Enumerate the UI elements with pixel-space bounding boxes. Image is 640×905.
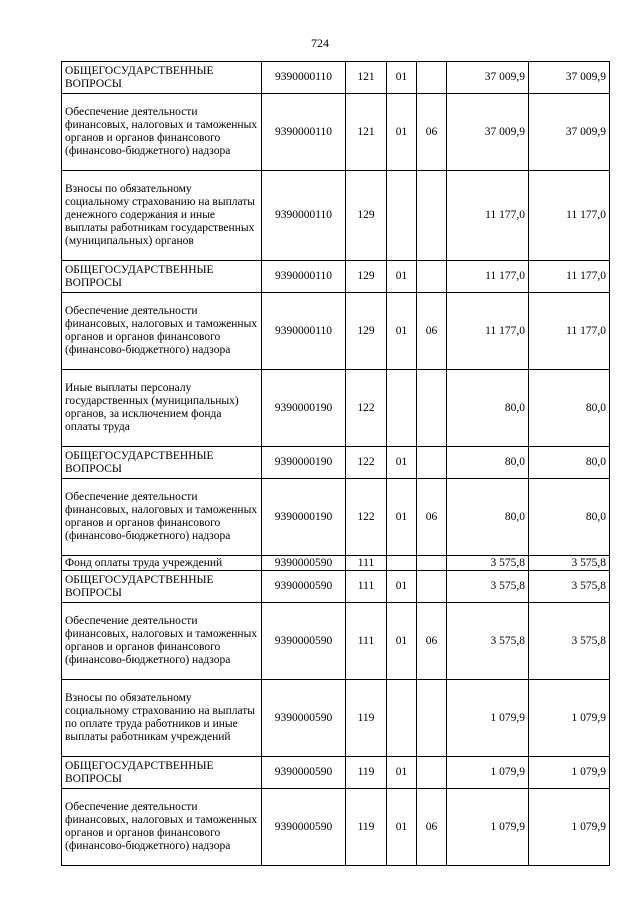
section-cell: [387, 370, 417, 447]
amount-cell-2: 3 575,8: [529, 603, 610, 680]
budget-table: [61, 61, 610, 866]
target-code-cell: 9390000590: [262, 556, 346, 571]
row-name-cell: ОБЩЕГОСУДАРСТВЕННЫЕ ВОПРОСЫ: [62, 571, 262, 603]
expense-type-cell: 122: [346, 447, 387, 479]
expense-type-cell: 121: [346, 62, 387, 94]
row-name-cell: ОБЩЕГОСУДАРСТВЕННЫЕ ВОПРОСЫ: [62, 757, 262, 789]
expense-type-cell: 111: [346, 556, 387, 571]
amount-cell-2: 3 575,8: [529, 556, 610, 571]
page-number: 724: [311, 36, 329, 50]
table-row: [62, 370, 610, 447]
amount-cell-1: 1 079,9: [447, 789, 529, 866]
subsection-cell: 06: [417, 789, 447, 866]
expense-type-cell: 111: [346, 571, 387, 603]
table-row: [62, 789, 610, 866]
section-cell: 01: [387, 261, 417, 293]
expense-type-cell: 122: [346, 370, 387, 447]
amount-cell-2: 37 009,9: [529, 62, 610, 94]
expense-type-cell: 122: [346, 479, 387, 556]
amount-cell-1: 3 575,8: [447, 556, 529, 571]
table-row: [62, 94, 610, 171]
amount-cell-1: 1 079,9: [447, 680, 529, 757]
target-code-cell: 9390000590: [262, 757, 346, 789]
subsection-cell: 06: [417, 479, 447, 556]
subsection-cell: 06: [417, 603, 447, 680]
section-cell: [387, 556, 417, 571]
amount-cell-2: 3 575,8: [529, 571, 610, 603]
target-code-cell: 9390000190: [262, 447, 346, 479]
table-row: [62, 757, 610, 789]
section-cell: 01: [387, 62, 417, 94]
amount-cell-1: 80,0: [447, 370, 529, 447]
section-cell: 01: [387, 757, 417, 789]
amount-cell-1: 11 177,0: [447, 261, 529, 293]
amount-cell-2: 1 079,9: [529, 757, 610, 789]
amount-cell-2: 11 177,0: [529, 261, 610, 293]
amount-cell-1: 3 575,8: [447, 571, 529, 603]
table-row: [62, 603, 610, 680]
section-cell: 01: [387, 479, 417, 556]
expense-type-cell: 129: [346, 293, 387, 370]
subsection-cell: [417, 556, 447, 571]
row-name-cell: Обеспечение деятельности финансовых, налоговых и таможенных органов и органов финансового (финансово-бюджетного) надзора: [62, 789, 262, 866]
amount-cell-2: 80,0: [529, 479, 610, 556]
amount-cell-1: 3 575,8: [447, 603, 529, 680]
expense-type-cell: 129: [346, 171, 387, 261]
amount-cell-2: 1 079,9: [529, 680, 610, 757]
target-code-cell: 9390000590: [262, 789, 346, 866]
table-row: [62, 680, 610, 757]
target-code-cell: 9390000110: [262, 171, 346, 261]
expense-type-cell: 121: [346, 94, 387, 171]
row-name-cell: Взносы по обязательному социальному страхованию на выплаты денежного содержания и иные выплаты работникам государственных (муниципальных) органов: [62, 171, 262, 261]
table-row: [62, 571, 610, 603]
amount-cell-1: 80,0: [447, 447, 529, 479]
amount-cell-2: 37 009,9: [529, 94, 610, 171]
subsection-cell: [417, 680, 447, 757]
table-row: [62, 171, 610, 261]
target-code-cell: 9390000110: [262, 293, 346, 370]
row-name-cell: ОБЩЕГОСУДАРСТВЕННЫЕ ВОПРОСЫ: [62, 447, 262, 479]
subsection-cell: [417, 571, 447, 603]
amount-cell-1: 11 177,0: [447, 171, 529, 261]
subsection-cell: [417, 757, 447, 789]
section-cell: 01: [387, 447, 417, 479]
expense-type-cell: 119: [346, 789, 387, 866]
table-row: [62, 556, 610, 571]
row-name-cell: ОБЩЕГОСУДАРСТВЕННЫЕ ВОПРОСЫ: [62, 261, 262, 293]
subsection-cell: [417, 261, 447, 293]
table-row: [62, 447, 610, 479]
expense-type-cell: 129: [346, 261, 387, 293]
target-code-cell: 9390000110: [262, 261, 346, 293]
row-name-cell: Обеспечение деятельности финансовых, налоговых и таможенных органов и органов финансового (финансово-бюджетного) надзора: [62, 603, 262, 680]
amount-cell-1: 80,0: [447, 479, 529, 556]
table-row: [62, 62, 610, 94]
row-name-cell: Иные выплаты персоналу государственных (муниципальных) органов, за исключением фонда оплаты труда: [62, 370, 262, 447]
target-code-cell: 9390000110: [262, 62, 346, 94]
expense-type-cell: 111: [346, 603, 387, 680]
amount-cell-1: 11 177,0: [447, 293, 529, 370]
target-code-cell: 9390000110: [262, 94, 346, 171]
subsection-cell: 06: [417, 293, 447, 370]
target-code-cell: 9390000190: [262, 479, 346, 556]
table-row: [62, 261, 610, 293]
table-body: [62, 62, 610, 866]
row-name-cell: Взносы по обязательному социальному страхованию на выплаты по оплате труда работников и иные выплаты работникам учреждений: [62, 680, 262, 757]
table-row: [62, 293, 610, 370]
target-code-cell: 9390000590: [262, 603, 346, 680]
subsection-cell: [417, 62, 447, 94]
subsection-cell: [417, 171, 447, 261]
target-code-cell: 9390000190: [262, 370, 346, 447]
amount-cell-2: 11 177,0: [529, 171, 610, 261]
expense-type-cell: 119: [346, 680, 387, 757]
section-cell: 01: [387, 789, 417, 866]
amount-cell-2: 11 177,0: [529, 293, 610, 370]
section-cell: [387, 680, 417, 757]
section-cell: 01: [387, 94, 417, 171]
subsection-cell: [417, 447, 447, 479]
section-cell: 01: [387, 293, 417, 370]
target-code-cell: 9390000590: [262, 571, 346, 603]
amount-cell-1: 37 009,9: [447, 94, 529, 171]
amount-cell-2: 80,0: [529, 447, 610, 479]
row-name-cell: Фонд оплаты труда учреждений: [62, 556, 262, 571]
row-name-cell: Обеспечение деятельности финансовых, налоговых и таможенных органов и органов финансового (финансово-бюджетного) надзора: [62, 293, 262, 370]
subsection-cell: 06: [417, 94, 447, 171]
section-cell: 01: [387, 571, 417, 603]
subsection-cell: [417, 370, 447, 447]
amount-cell-1: 1 079,9: [447, 757, 529, 789]
expense-type-cell: 119: [346, 757, 387, 789]
row-name-cell: ОБЩЕГОСУДАРСТВЕННЫЕ ВОПРОСЫ: [62, 62, 262, 94]
amount-cell-2: 80,0: [529, 370, 610, 447]
amount-cell-1: 37 009,9: [447, 62, 529, 94]
row-name-cell: Обеспечение деятельности финансовых, налоговых и таможенных органов и органов финансового (финансово-бюджетного) надзора: [62, 479, 262, 556]
table-row: [62, 479, 610, 556]
row-name-cell: Обеспечение деятельности финансовых, налоговых и таможенных органов и органов финансового (финансово-бюджетного) надзора: [62, 94, 262, 171]
target-code-cell: 9390000590: [262, 680, 346, 757]
section-cell: 01: [387, 603, 417, 680]
amount-cell-2: 1 079,9: [529, 789, 610, 866]
section-cell: [387, 171, 417, 261]
